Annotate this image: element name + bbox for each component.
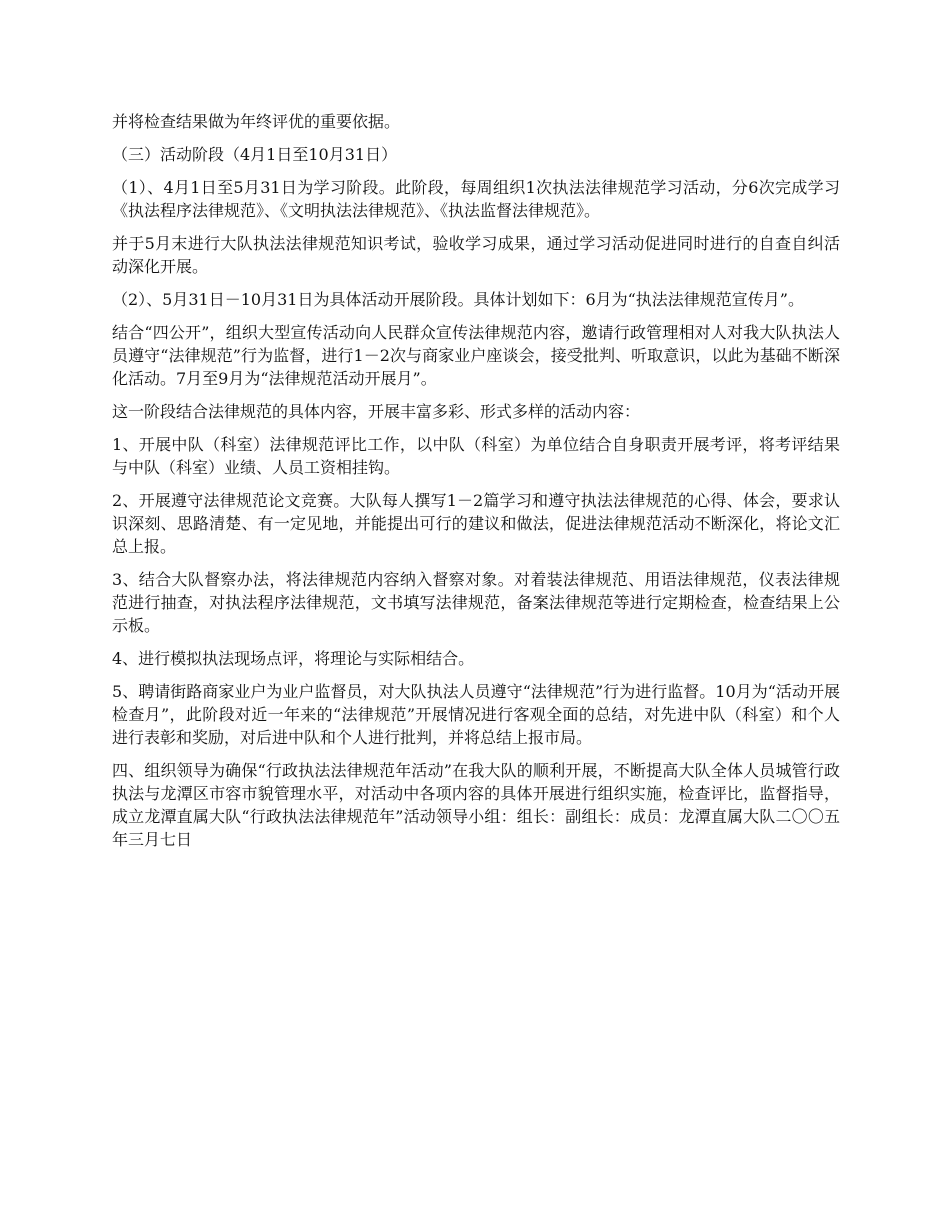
- paragraph-11: 4、进行模拟执法现场点评，将理论与实际相结合。: [112, 649, 475, 668]
- paragraph-9: 2、开展遵守法律规范论文竞赛。大队每人撰写1－2篇学习和遵守执法法律规范的心得、体会，要求认识深刻、思路清楚、有一定见地，并能提出可行的建议和做法，促进法律规范活动不断深化，将论文汇总上报。: [112, 491, 840, 556]
- paragraph-6: 结合“四公开”，组织大型宣传活动向人民群众宣传法律规范内容，邀请行政管理相对人对我大队执法人员遵守“法律规范”行为监督，进行1－2次与商家业户座谈会，接受批判、听取意识，以此为基础不断深化活动。7月至9月为“法律规范活动开展月”。: [112, 323, 840, 388]
- paragraph-10: 3、结合大队督察办法，将法律规范内容纳入督察对象。对着装法律规范、用语法律规范，仪表法律规范进行抽查，对执法程序法律规范，文书填写法律规范，备案法律规范等进行定期检查，检查结果上公示板。: [112, 570, 840, 635]
- paragraph-13: 四、组织领导为确保“行政执法法律规范年活动”在我大队的顺利开展，不断提高大队全体人员城管行政执法与龙潭区市容市貌管理水平，对活动中各项内容的具体开展进行组织实施，检查评比，监督指导，成立龙潭直属大队“行政执法法律规范年”活动领导小组：组长：副组长：成员：龙潭直属大队二〇〇五年三月七日: [112, 761, 840, 849]
- paragraph-12: 5、聘请街路商家业户为业户监督员，对大队执法人员遵守“法律规范”行为进行监督。10月为“活动开展检查月”，此阶段对近一年来的“法律规范”开展情况进行客观全面的总结，对先进中队（科室）和个人进行表彰和奖励，对后进中队和个人进行批判，并将总结上报市局。: [112, 682, 840, 747]
- paragraph-8: 1、开展中队（科室）法律规范评比工作，以中队（科室）为单位结合自身职责开展考评，将考评结果与中队（科室）业绩、人员工资相挂钩。: [112, 435, 840, 477]
- paragraph-3: （1）、4月1日至5月31日为学习阶段。此阶段，每周组织1次执法法律规范学习活动，分6次完成学习《执法程序法律规范》、《文明执法法律规范》、《执法监督法律规范》。: [112, 178, 840, 220]
- paragraph-4: 并于5月末进行大队执法法律规范知识考试，验收学习成果，通过学习活动促进同时进行的自查自纠活动深化开展。: [112, 234, 840, 276]
- paragraph-7: 这一阶段结合法律规范的具体内容，开展丰富多彩、形式多样的活动内容：: [112, 402, 641, 421]
- document-body: [112, 110, 840, 861]
- paragraph-1: 并将检查结果做为年终评优的重要依据。: [112, 112, 401, 131]
- paragraph-5: （2）、5月31日－10月31日为具体活动开展阶段。具体计划如下：6月为“执法法律规范宣传月”。: [112, 290, 804, 309]
- paragraph-2: （三）活动阶段（4月1日至10月31日）: [112, 145, 398, 164]
